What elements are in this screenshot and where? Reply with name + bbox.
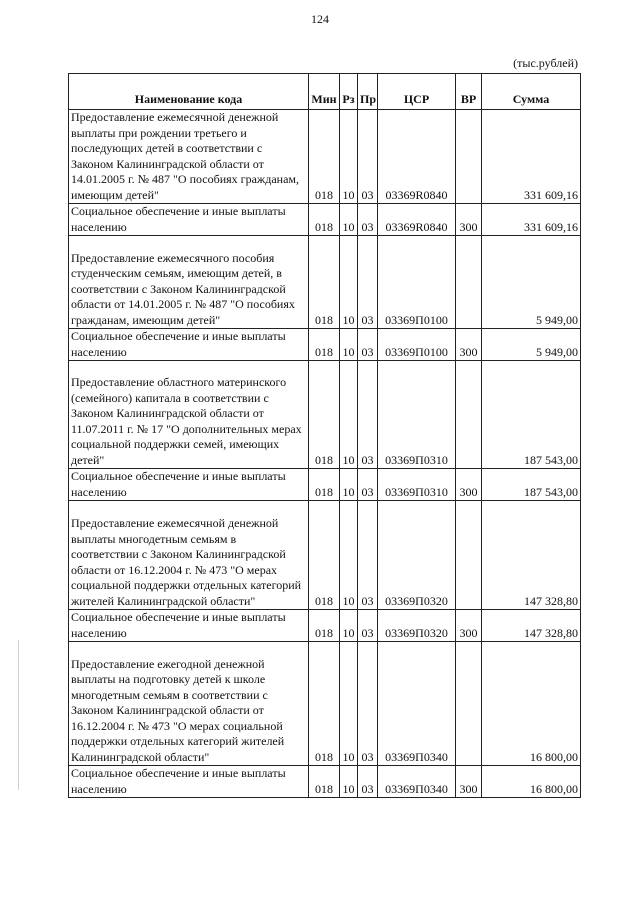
row-sum: 5 949,00 bbox=[482, 329, 581, 361]
row-sum: 331 609,16 bbox=[482, 204, 581, 236]
row-vr: 300 bbox=[456, 329, 482, 361]
row-rz: 10 bbox=[340, 329, 358, 361]
row-rz: 10 bbox=[340, 501, 358, 610]
row-min: 018 bbox=[309, 236, 340, 329]
row-rz: 10 bbox=[340, 610, 358, 642]
row-name: Социальное обеспечение и иные выплаты населению bbox=[69, 204, 309, 236]
scan-margin-line bbox=[18, 640, 19, 790]
row-rz: 10 bbox=[340, 642, 358, 766]
row-rz: 10 bbox=[340, 766, 358, 798]
row-pr: 03 bbox=[358, 236, 378, 329]
row-vr: 300 bbox=[456, 469, 482, 501]
table-row bbox=[69, 329, 581, 361]
row-min: 018 bbox=[309, 501, 340, 610]
row-sum: 16 800,00 bbox=[482, 642, 581, 766]
row-pr: 03 bbox=[358, 361, 378, 469]
row-csr: 03369R0840 bbox=[378, 204, 456, 236]
row-pr: 03 bbox=[358, 329, 378, 361]
row-name: Предоставление ежемесячного пособия студенческим семьям, имеющим детей, в соответствии с Законом Калининградской области от 14.01.2005 г. № 487 "О пособиях гражданам, имеющим детей" bbox=[69, 236, 309, 329]
row-sum: 5 949,00 bbox=[482, 236, 581, 329]
row-vr bbox=[456, 110, 482, 204]
row-name: Предоставление ежегодной денежной выплаты на подготовку детей к школе многодетным семьям в соответствии с Законом Калининградской области от 16.12.2004 г. № 473 "О мерах социальной поддержки отдельных категорий жителей Калининградской области" bbox=[69, 642, 309, 766]
row-min: 018 bbox=[309, 110, 340, 204]
row-csr: 03369R0840 bbox=[378, 110, 456, 204]
row-sum: 147 328,80 bbox=[482, 501, 581, 610]
row-name: Предоставление ежемесячной денежной выплаты многодетным семьям в соответствии с Законом Калининградской области от 16.12.2004 г. № 473 "О мерах социальной поддержки отдельных категорий жителей Калининградской области" bbox=[69, 501, 309, 610]
header-min: Мин bbox=[309, 74, 340, 110]
row-name: Социальное обеспечение и иные выплаты населению bbox=[69, 766, 309, 798]
row-csr: 03369П0100 bbox=[378, 329, 456, 361]
row-min: 018 bbox=[309, 204, 340, 236]
row-min: 018 bbox=[309, 469, 340, 501]
row-sum: 16 800,00 bbox=[482, 766, 581, 798]
row-pr: 03 bbox=[358, 610, 378, 642]
row-rz: 10 bbox=[340, 361, 358, 469]
budget-table bbox=[68, 73, 581, 798]
table-row bbox=[69, 361, 581, 469]
row-min: 018 bbox=[309, 610, 340, 642]
table-row bbox=[69, 236, 581, 329]
row-rz: 10 bbox=[340, 110, 358, 204]
row-vr bbox=[456, 361, 482, 469]
row-rz: 10 bbox=[340, 469, 358, 501]
row-name: Социальное обеспечение и иные выплаты населению bbox=[69, 329, 309, 361]
row-sum: 187 543,00 bbox=[482, 361, 581, 469]
row-min: 018 bbox=[309, 766, 340, 798]
table-row bbox=[69, 469, 581, 501]
row-vr: 300 bbox=[456, 610, 482, 642]
page-number: 124 bbox=[311, 12, 329, 26]
table-row bbox=[69, 610, 581, 642]
row-vr bbox=[456, 642, 482, 766]
row-name: Предоставление областного материнского (семейного) капитала в соответствии с Законом Калининградской области от 11.07.2011 г. № 17 "О дополнительных мерах социальной поддержки семей, имеющих детей" bbox=[69, 361, 309, 469]
row-csr: 03369П0100 bbox=[378, 236, 456, 329]
row-vr bbox=[456, 236, 482, 329]
row-sum: 147 328,80 bbox=[482, 610, 581, 642]
header-sum: Сумма bbox=[482, 74, 581, 110]
row-csr: 03369П0340 bbox=[378, 642, 456, 766]
row-pr: 03 bbox=[358, 204, 378, 236]
row-min: 018 bbox=[309, 642, 340, 766]
row-csr: 03369П0310 bbox=[378, 469, 456, 501]
table-header-row bbox=[69, 74, 581, 110]
row-pr: 03 bbox=[358, 642, 378, 766]
row-rz: 10 bbox=[340, 204, 358, 236]
row-name: Социальное обеспечение и иные выплаты населению bbox=[69, 610, 309, 642]
row-pr: 03 bbox=[358, 501, 378, 610]
table-row bbox=[69, 204, 581, 236]
table-row bbox=[69, 642, 581, 766]
header-name: Наименование кода bbox=[69, 74, 309, 110]
row-sum: 187 543,00 bbox=[482, 469, 581, 501]
row-name: Социальное обеспечение и иные выплаты населению bbox=[69, 469, 309, 501]
header-rz: Рз bbox=[340, 74, 358, 110]
row-csr: 03369П0320 bbox=[378, 610, 456, 642]
row-vr: 300 bbox=[456, 204, 482, 236]
header-vr: ВР bbox=[456, 74, 482, 110]
table-row bbox=[69, 110, 581, 204]
header-pr: Пр bbox=[358, 74, 378, 110]
row-name: Предоставление ежемесячной денежной выплаты при рождении третьего и последующих детей в соответствии с Законом Калининградской области от 14.01.2005 г. № 487 "О пособиях гражданам, имеющим детей" bbox=[69, 110, 309, 204]
row-sum: 331 609,16 bbox=[482, 110, 581, 204]
row-csr: 03369П0310 bbox=[378, 361, 456, 469]
row-pr: 03 bbox=[358, 110, 378, 204]
row-vr: 300 bbox=[456, 766, 482, 798]
table-row bbox=[69, 766, 581, 798]
row-min: 018 bbox=[309, 329, 340, 361]
header-csr: ЦСР bbox=[378, 74, 456, 110]
row-pr: 03 bbox=[358, 766, 378, 798]
row-pr: 03 bbox=[358, 469, 378, 501]
units-label: (тыс.рублей) bbox=[513, 56, 578, 70]
row-vr bbox=[456, 501, 482, 610]
row-csr: 03369П0340 bbox=[378, 766, 456, 798]
table-row bbox=[69, 501, 581, 610]
row-csr: 03369П0320 bbox=[378, 501, 456, 610]
row-rz: 10 bbox=[340, 236, 358, 329]
row-min: 018 bbox=[309, 361, 340, 469]
